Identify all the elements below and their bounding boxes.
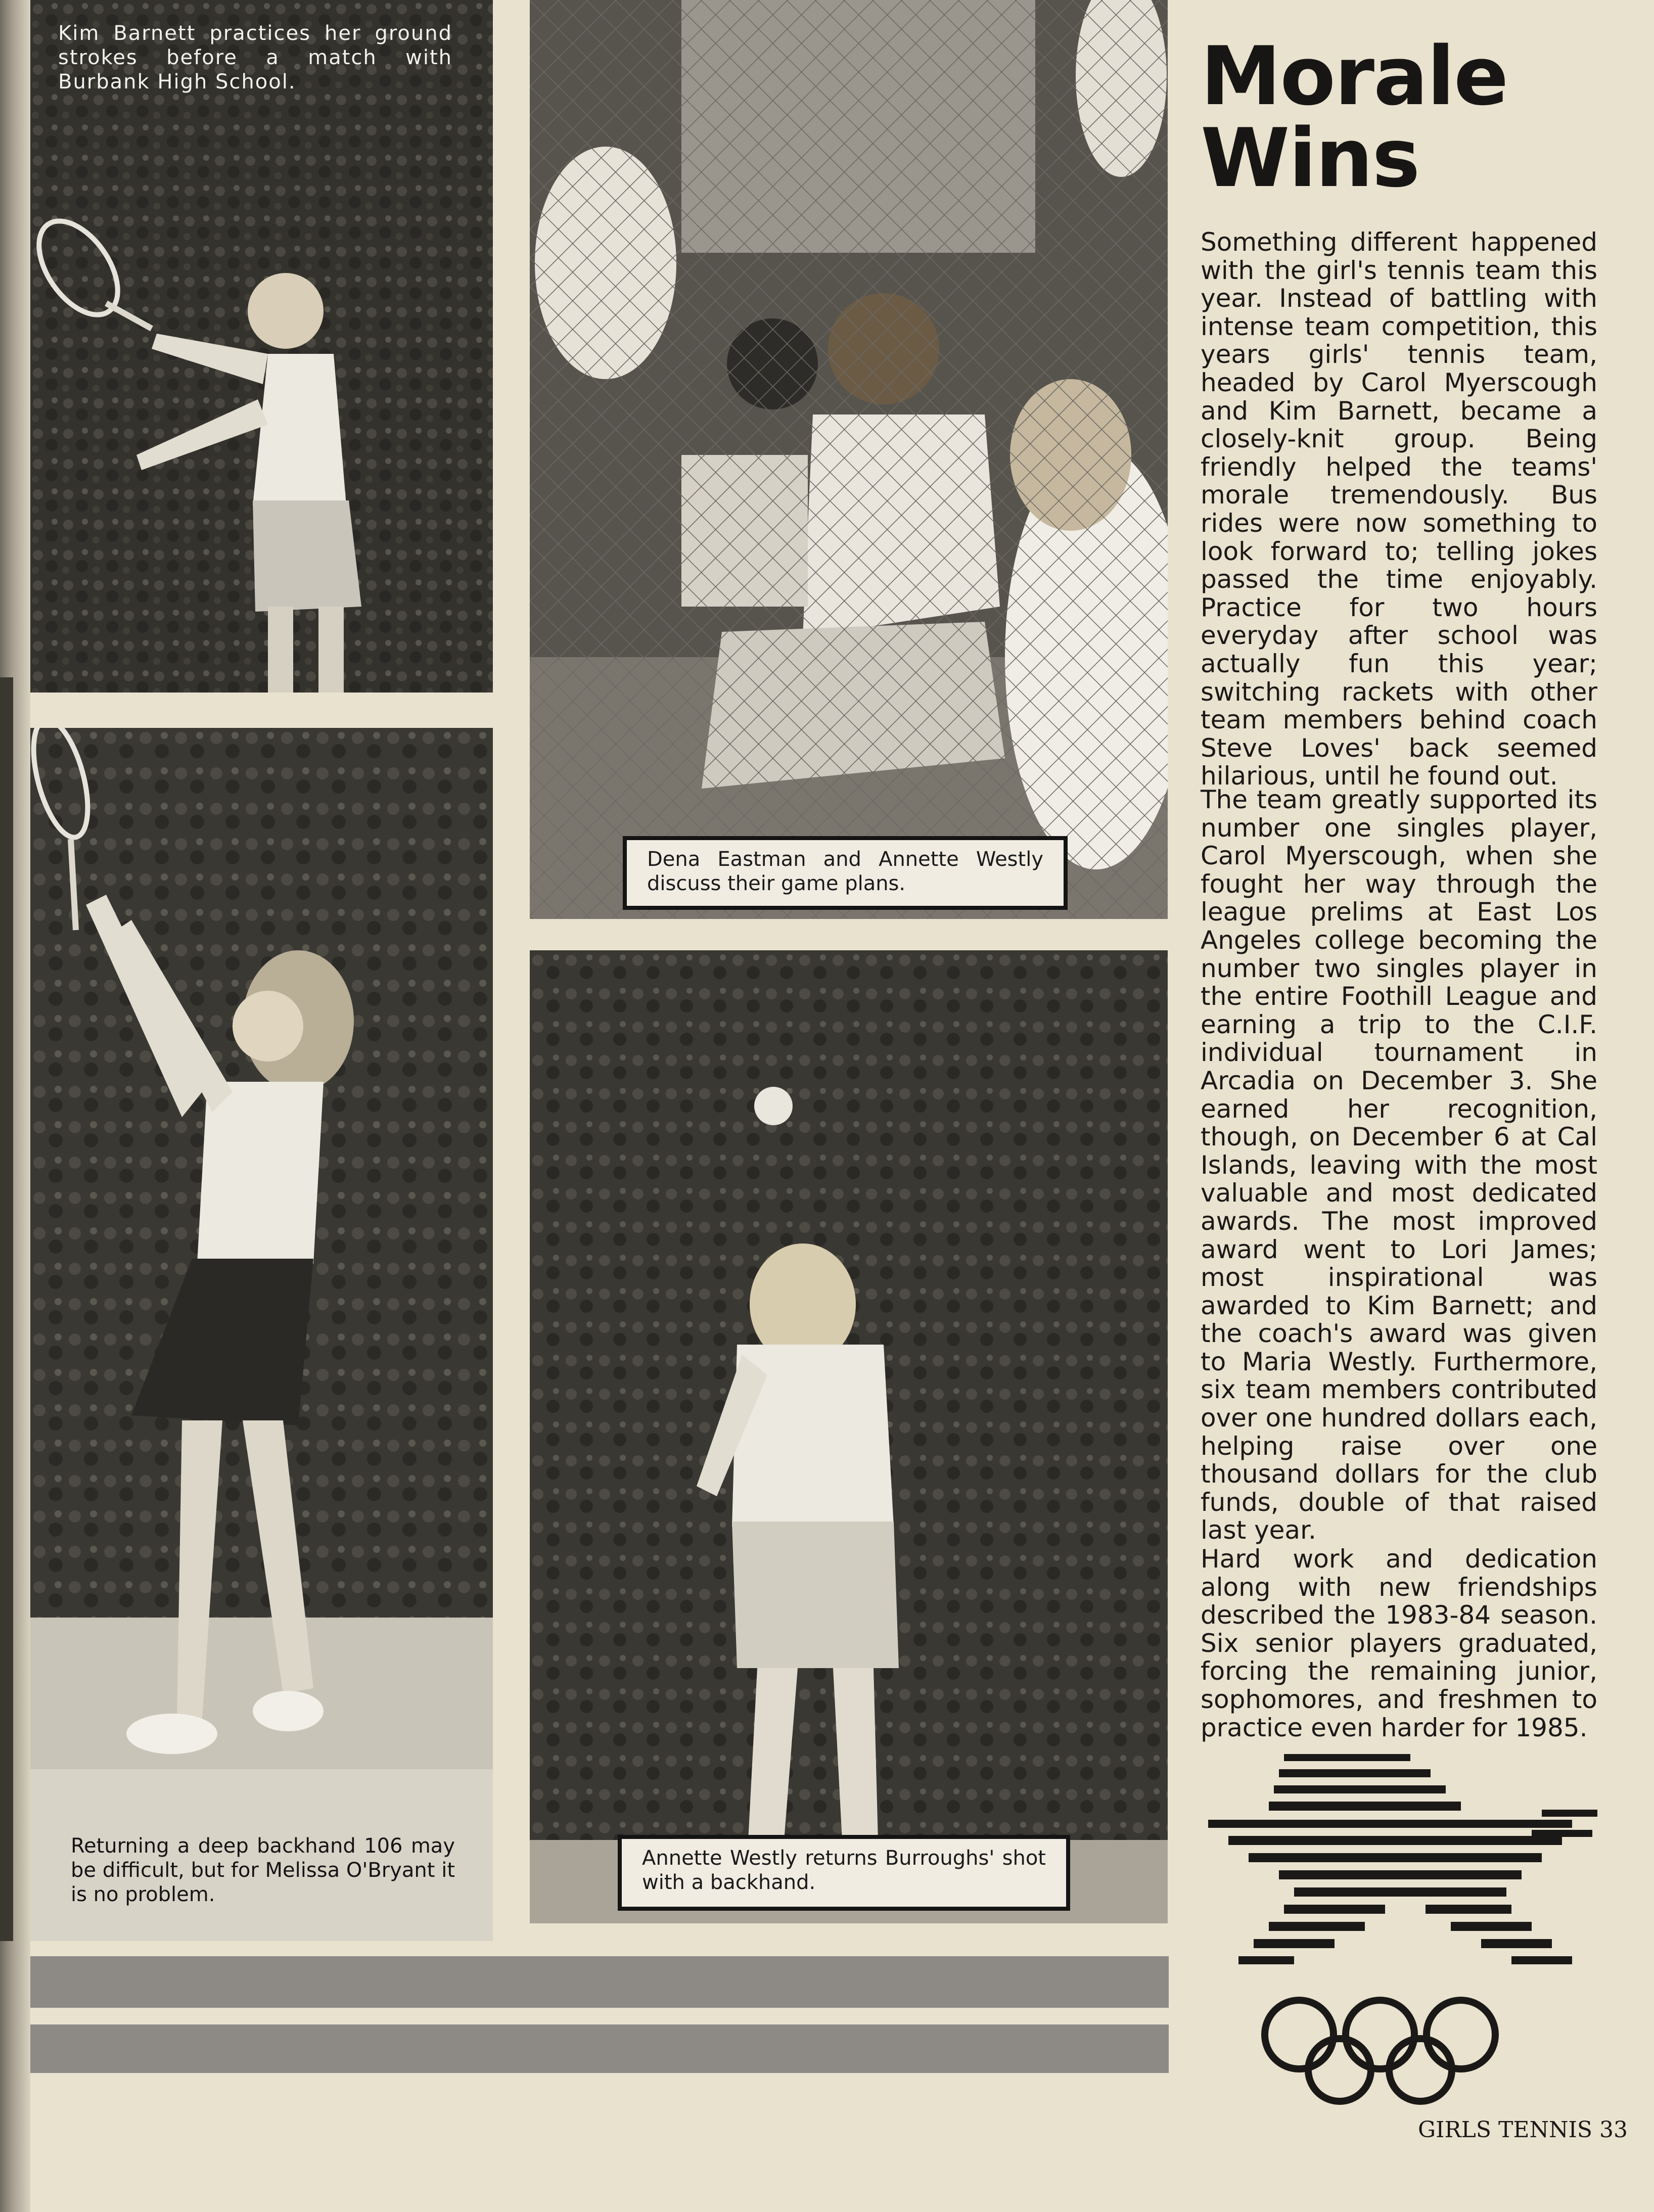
facing-page-edge [0, 677, 13, 1941]
photo-annette-backhand-art [530, 950, 1168, 1923]
caption-annette-backhand: Annette Westly returns Burroughs' shot with a backhand. [618, 1835, 1070, 1911]
photo-dena-annette [530, 0, 1168, 919]
decorative-stripe-top [30, 1956, 1169, 2008]
photo-melissa-obryant-art [30, 728, 493, 1941]
photo-dena-annette-art [530, 0, 1168, 919]
article-headline [1201, 29, 1635, 205]
caption-kim-barnett: Kim Barnett practices her ground strokes before a match with Burbank High School. [58, 22, 452, 94]
headline-line-1: Morale [1201, 29, 1508, 123]
photo-melissa-obryant [30, 728, 493, 1941]
olympic-rings-icon [1208, 1744, 1602, 2108]
photo-kim-barnett [30, 0, 493, 693]
headline-line-2: Wins [1201, 111, 1419, 205]
photo-kim-barnett-art [30, 0, 493, 693]
olympic-star-logo [1208, 1744, 1602, 2108]
article-paragraph-1: Something different happened with the girl's tennis team this year. Instead of battling with intense team competition, this years girls' tennis team, headed by Carol Myerscough and Kim Barnett, became a closely-knit group. Being friendly helped the teams' morale tremendously. Bus rides were now something to look forward to; telling jokes passed the time enjoyably. Practice for two hours everyday after school was actually fun this year; switching rackets with other team members behind coach Steve Loves' back seemed hilarious, until he found out. [1201, 227, 1597, 791]
article-paragraph-2: The team greatly supported its number one singles player, Carol Myerscough, when she fought her way through the league prelims at East Los Angeles college becoming the number two singles player in the entire Foothill League and earning a trip to the C.I.F. individual tournament in Arcadia on December 3. She earned her recognition, though, on December 6 at Cal Islands, leaving with the most valuable and most dedicated awards. The most improved award went to Lori James; most inspirational was awarded to Kim Barnett; and the coach's award was given to Maria Westly. Furthermore, six team members contributed over one hundred dollars each, helping raise over one thousand dollars for the club funds, double of that raised last year. [1201, 785, 1597, 1545]
decorative-stripe-bottom [30, 2024, 1169, 2073]
article-paragraph-3: Hard work and dedication along with new friendships described the 1983-84 season. Six senior players graduated, forcing the remaining junior, sophomores, and freshmen to practice even harder for 1985. [1201, 1544, 1597, 1742]
photo-annette-backhand [530, 950, 1168, 1923]
caption-dena-annette: Dena Eastman and Annette Westly discuss their game plans. [623, 836, 1068, 910]
caption-melissa: Returning a deep backhand 106 may be difficult, but for Melissa O'Bryant it is no problem. [71, 1834, 455, 1906]
page-folio: GIRLS TENNIS 33 [1418, 2117, 1628, 2143]
